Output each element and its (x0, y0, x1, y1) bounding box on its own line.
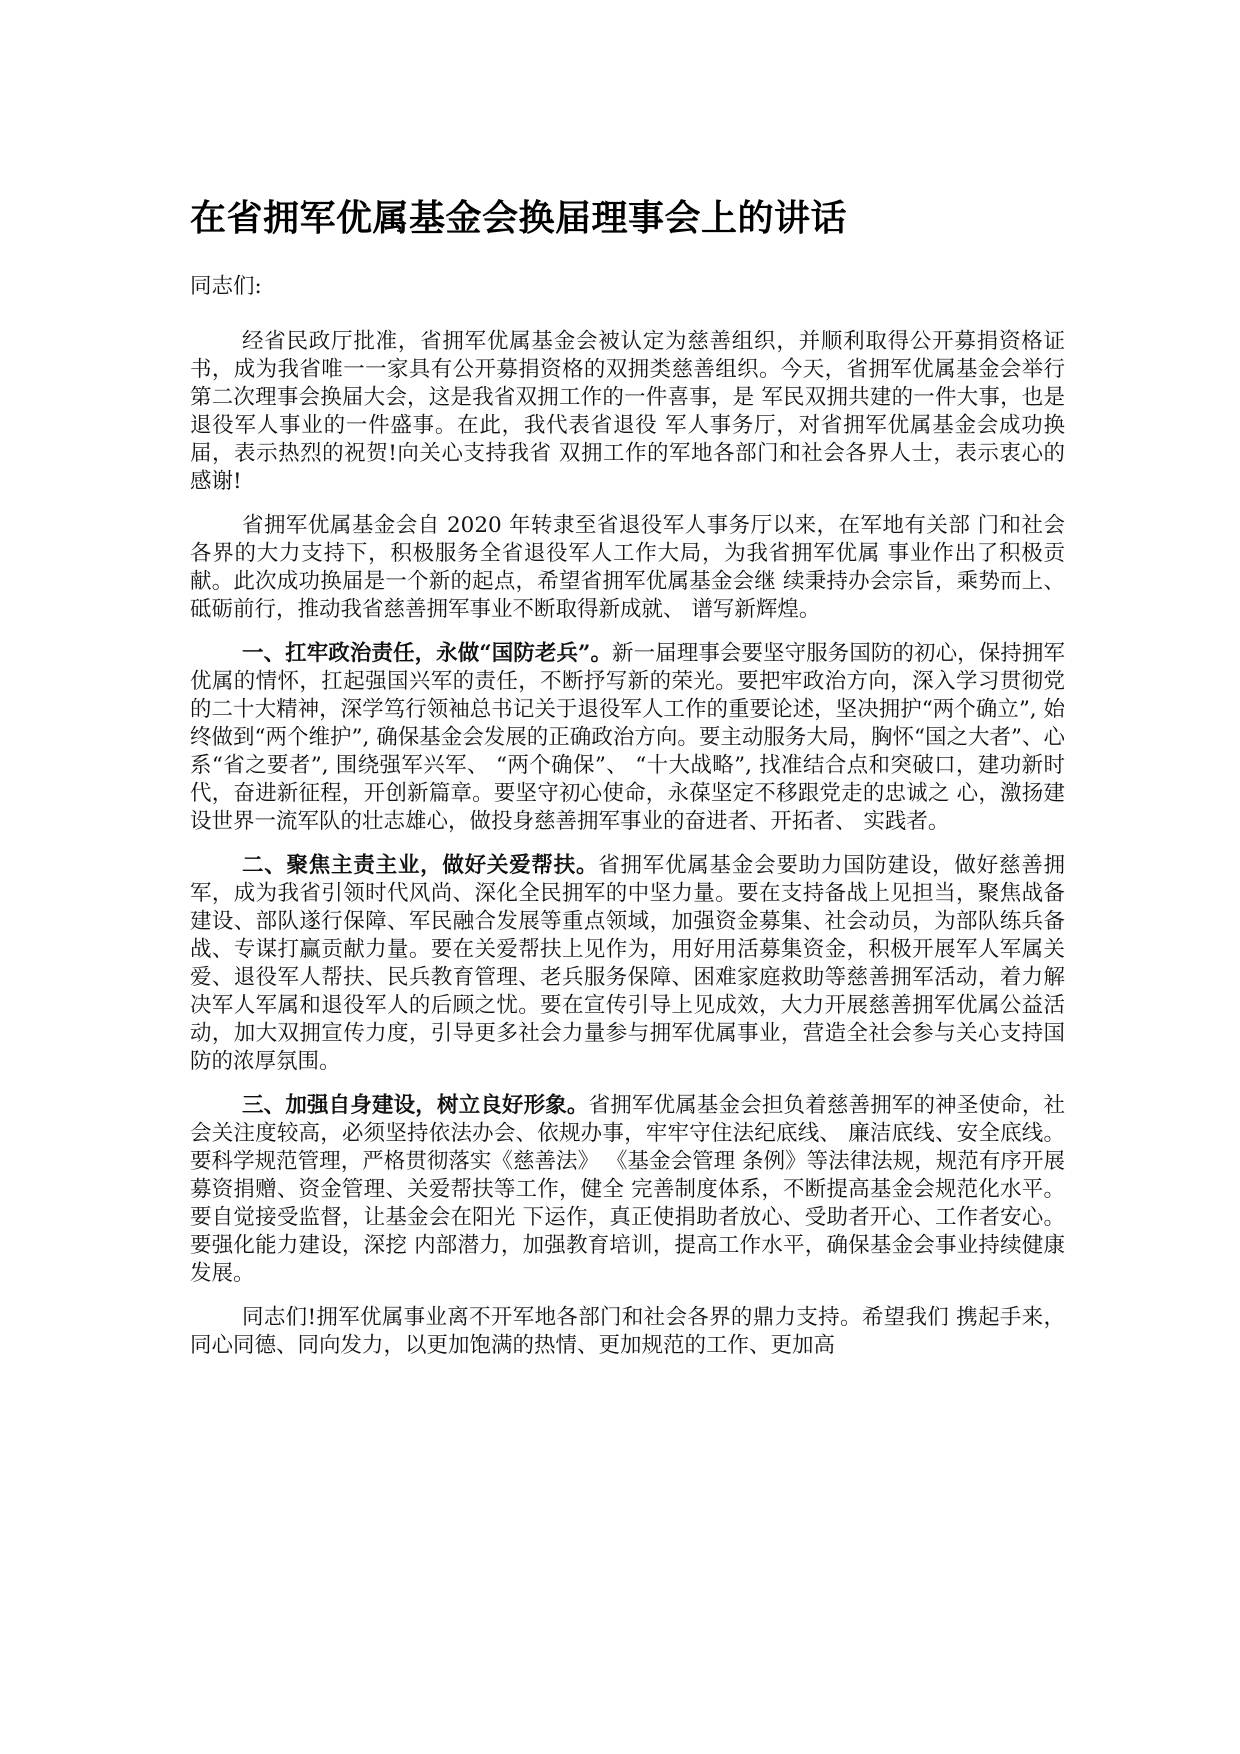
salutation: 同志们: (190, 274, 262, 299)
paragraph-text: 同志们!拥军优属事业离不开军地各部门和社会各界的鼎力支持。希望我们 携起手来，同心同德、同向发力，以更加饱满的热情、更加规范的工作、更加高 (190, 1305, 1065, 1358)
paragraph-text: 经省民政厅批准，省拥军优属基金会被认定为慈善组织，并顺利取得公开募捐资格证书，成为我省唯一一家具有公开募捐资格的双拥类慈善组织。今天，省拥军优属基金会举行第二次理事会换届大会，这是我省双拥工作的一件喜事，是 军民双拥共建的一件大事，也是退役军人事业的一件盛事。在此，我代表省退役 军人事务厅，对省拥军优属基金会成功换届，表示热烈的祝贺!向关心支持我省 双拥工作的军地各部门和社会各界人士，表示衷心的感谢! (190, 329, 1065, 494)
paragraph-section-three (190, 1092, 1065, 1288)
document-page (190, 196, 1065, 1376)
paragraph-text: 新一届理事会要坚守服务国防的初心，保持拥军优属的情怀，扛起强国兴军的责任，不断抒写新的荣光。要把牢政治方向，深入学习贯彻党的二十大精神，深学笃行领袖总书记关于退役军人工作的重要论述，坚决拥护“两个确立”, 始终做到“两个维护”, 确保基金会发展的正确政治方向。要主动服务大局，胸怀“国之大者”、心系“省之要者”, 围绕强军兴军、 “两个确保”、 “十大战略”, 找准结合点和突破口，建功新时 代，奋进新征程，开创新篇章。要坚守初心使命，永葆坚定不移跟党走的忠诚之 心，激扬建设世界一流军队的壮志雄心，做投身慈善拥军事业的奋进者、开拓者、 实践者。 (190, 641, 1065, 834)
paragraph-text: 省拥军优属基金会自 2020 年转隶至省退役军人事务厅以来，在军地有关部 门和社会各界的大力支持下，积极服务全省退役军人工作大局，为我省拥军优属 事业作出了积极贡献。此次成功换届是一个新的起点，希望省拥军优属基金会继 续秉持办会宗旨，乘势而上、砥砺前行，推动我省慈善拥军事业不断取得新成就、 谱写新辉煌。 (190, 513, 1065, 622)
section-heading: 一、扛牢政治责任，永做“国防老兵”。 (242, 641, 613, 666)
paragraph-section-one (190, 640, 1065, 836)
paragraph-text: 省拥军优属基金会担负着慈善拥军的神圣使命，社会关注度较高，必须坚持依法办会、依规办事，牢牢守住法纪底线、 廉洁底线、安全底线。要科学规范管理，严格贯彻落实《慈善法》 《基金会管理 条例》等法律法规，规范有序开展募资捐赠、资金管理、关爱帮扶等工作，健全 完善制度体系，不断提高基金会规范化水平。要自觉接受监督，让基金会在阳光 下运作，真正使捐助者放心、受助者开心、工作者安心。要强化能力建设，深挖 内部潜力，加强教育培训，提高工作水平，确保基金会事业持续健康发展。 (190, 1093, 1065, 1286)
paragraph-closing (190, 1304, 1065, 1360)
paragraph-section-two (190, 852, 1065, 1076)
paragraph-history (190, 512, 1065, 624)
paragraph-text: 省拥军优属基金会要助力国防建设，做好慈善拥军，成为我省引领时代风尚、深化全民拥军的中坚力量。要在支持备战上见担当，聚焦战备建设、部队遂行保障、军民融合发展等重点领域，加强资金募集、社会动员，为部队练兵备战、专谋打赢贡献力量。要在关爱帮扶上见作为，用好用活募集资金，积极开展军人军属关爱、退役军人帮扶、民兵教育管理、老兵服务保障、困难家庭救助等慈善拥军活动，着力解决军人军属和退役军人的后顾之忧。要在宣传引导上见成效，大力开展慈善拥军优属公益活动，加大双拥宣传力度，引导更多社会力量参与拥军优属事业，营造全社会参与关心支持国防的浓厚氛围。 (190, 853, 1065, 1074)
document-title: 在省拥军优属基金会换届理事会上的讲话 (190, 198, 848, 239)
paragraph-approval (190, 328, 1065, 496)
section-heading: 二、聚焦主责主业，做好关爱帮扶。 (242, 853, 599, 878)
section-heading: 三、加强自身建设，树立良好形象。 (242, 1093, 589, 1118)
